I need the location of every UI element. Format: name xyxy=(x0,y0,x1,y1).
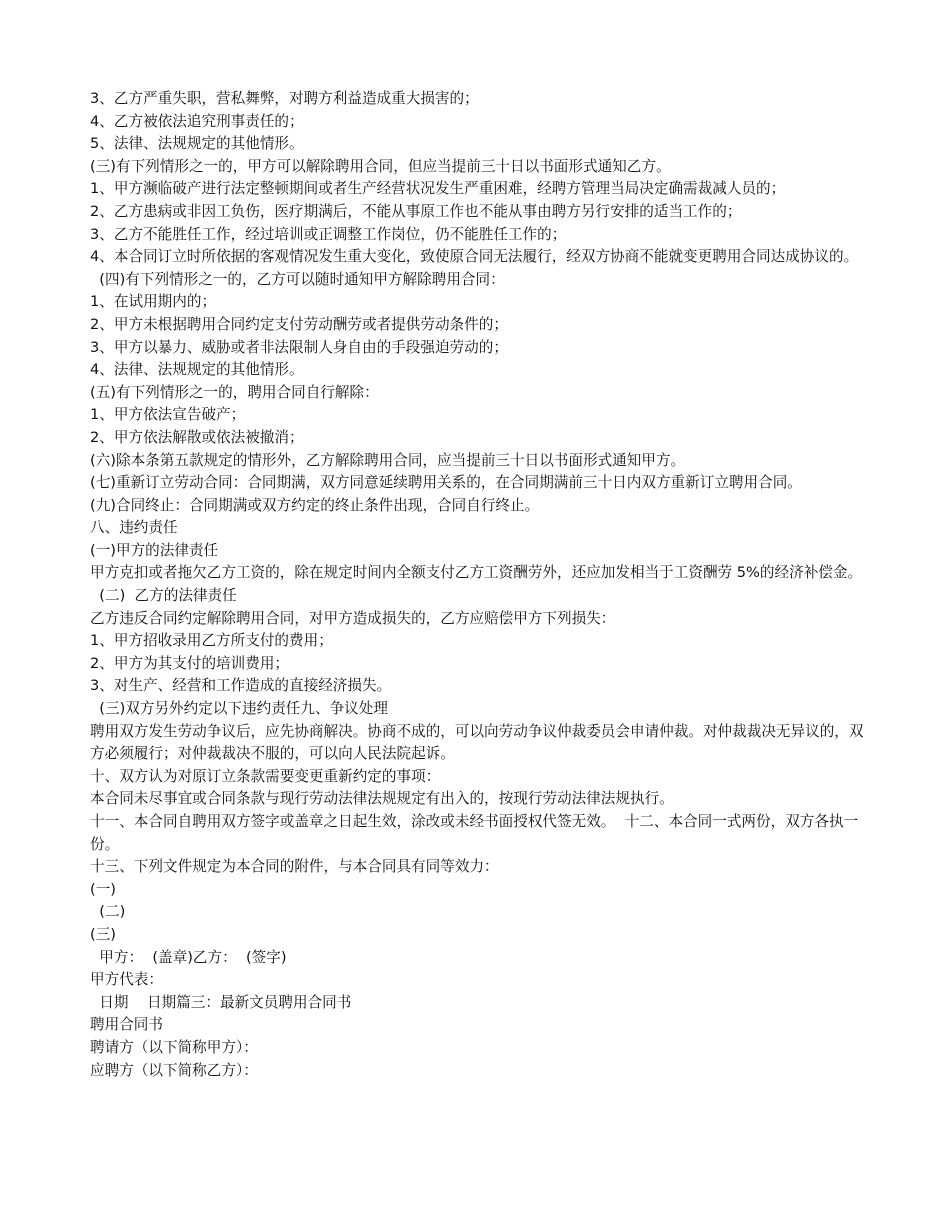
chapter-heading: 十一、本合同自聘用双方签字或盖章之日起生效，涂改或未经书面授权代签无效。 十二、本合同一式两份，双方各执一份。 xyxy=(90,813,859,853)
section-heading: (七)重新订立劳动合同：合同期满，双方同意延续聘用关系的，在合同期满前三十日内双方重新订立聘用合同。 xyxy=(90,474,802,492)
text-line: 2、乙方患病或非因工负伤，医疗期满后，不能从事原工作也不能从事由聘方另行安排的适当工作的； xyxy=(90,202,742,220)
text-line: 2、甲方依法解散或依法被撤消； xyxy=(90,428,304,446)
text-line: 4、本合同订立时所依据的客观情况发生重大变化，致使原合同无法履行，经双方协商不能就变更聘用合同达成协议的。 xyxy=(90,248,859,266)
chapter-heading: 十三、下列文件规定为本合同的附件，与本合同具有同等效力： xyxy=(90,858,499,876)
text-line: 3、乙方严重失职，营私舞弊，对聘方利益造成重大损害的； xyxy=(90,90,479,107)
text-line: 1、在试用期内的； xyxy=(90,293,217,311)
text-line: 乙方违反合同约定解除聘用合同，对甲方造成损失的，乙方应赔偿甲方下列损失： xyxy=(90,609,616,627)
section-heading: (九)合同终止：合同期满或双方约定的终止条件出现，合同自行终止。 xyxy=(90,496,540,514)
section-heading: (二) 乙方的法律责任 xyxy=(90,587,237,605)
text-line: 本合同未尽事宜或合同条款与现行劳动法律法规规定有出入的，按现行劳动法律法规执行。 xyxy=(90,790,674,808)
section-heading: (三)有下列情形之一的，甲方可以解除聘用合同，但应当提前三十日以书面形式通知乙方。 xyxy=(90,157,671,175)
section-heading: (四)有下列情形之一的，乙方可以随时通知甲方解除聘用合同： xyxy=(90,270,505,288)
party-line: 应聘方（以下简称乙方）： xyxy=(90,1061,258,1079)
section-heading: (一)甲方的法律责任 xyxy=(90,541,219,559)
text-line: 甲方克扣或者拖欠乙方工资的，除在规定时间内全额支付乙方工资酬劳外，还应加发相当于工资酬劳 5%的经济补偿金。 xyxy=(90,564,863,582)
text-line: 1、甲方濒临破产进行法定整顿期间或者生产经营状况发生严重困难，经聘方管理当局决定确需裁减人员的； xyxy=(90,180,786,198)
text-line: 2、甲方未根据聘用合同约定支付劳动酬劳或者提供劳动条件的； xyxy=(90,315,508,333)
date-line: 日期 日期篇三：最新文员聘用合同书 xyxy=(90,993,352,1011)
text-line: 1、甲方招收录用乙方所支付的费用； xyxy=(90,632,333,650)
document-body xyxy=(90,88,870,1082)
party-line: 聘请方（以下简称甲方）： xyxy=(90,1038,258,1056)
text-line: 聘用双方发生劳动争议后，应先协商解决。协商不成的，可以向劳动争议仲裁委员会申请仲裁。对仲裁裁决无异议的，双方必须履行；对仲裁裁决不服的，可以向人民法院起诉。 xyxy=(90,722,864,763)
text-line: 4、乙方被依法追究刑事责任的； xyxy=(90,112,304,130)
chapter-heading: 十、双方认为对原订立条款需要变更重新约定的事项： xyxy=(90,767,441,785)
attachment-item: (一) xyxy=(90,880,116,898)
attachment-item: (二) xyxy=(90,903,126,921)
attachment-item: (三) xyxy=(90,925,116,943)
signature-line: 甲方代表： xyxy=(90,971,163,989)
section-heading: (三)双方另外约定以下违约责任九、争议处理 xyxy=(90,700,388,718)
text-line: 3、甲方以暴力、威胁或者非法限制人身自由的手段强迫劳动的； xyxy=(90,338,508,356)
document-title: 聘用合同书 xyxy=(90,1016,163,1034)
section-heading: (五)有下列情形之一的，聘用合同自行解除： xyxy=(90,383,379,401)
section-heading: (六)除本条第五款规定的情形外，乙方解除聘用合同，应当提前三十日以书面形式通知甲方。 xyxy=(90,451,686,469)
signature-line: 甲方： (盖章)乙方： (签字) xyxy=(90,948,287,966)
text-line: 3、对生产、经营和工作造成的直接经济损失。 xyxy=(90,677,392,695)
text-line: 5、法律、法规规定的其他情形。 xyxy=(90,135,304,153)
text-line: 4、法律、法规规定的其他情形。 xyxy=(90,361,304,379)
text-line: 2、甲方为其支付的培训费用； xyxy=(90,654,290,672)
text-line: 1、甲方依法宣告破产； xyxy=(90,406,246,424)
text-line: 3、乙方不能胜任工作，经过培训或正调整工作岗位，仍不能胜任工作的； xyxy=(90,225,567,243)
chapter-heading: 八、违约责任 xyxy=(90,519,178,537)
